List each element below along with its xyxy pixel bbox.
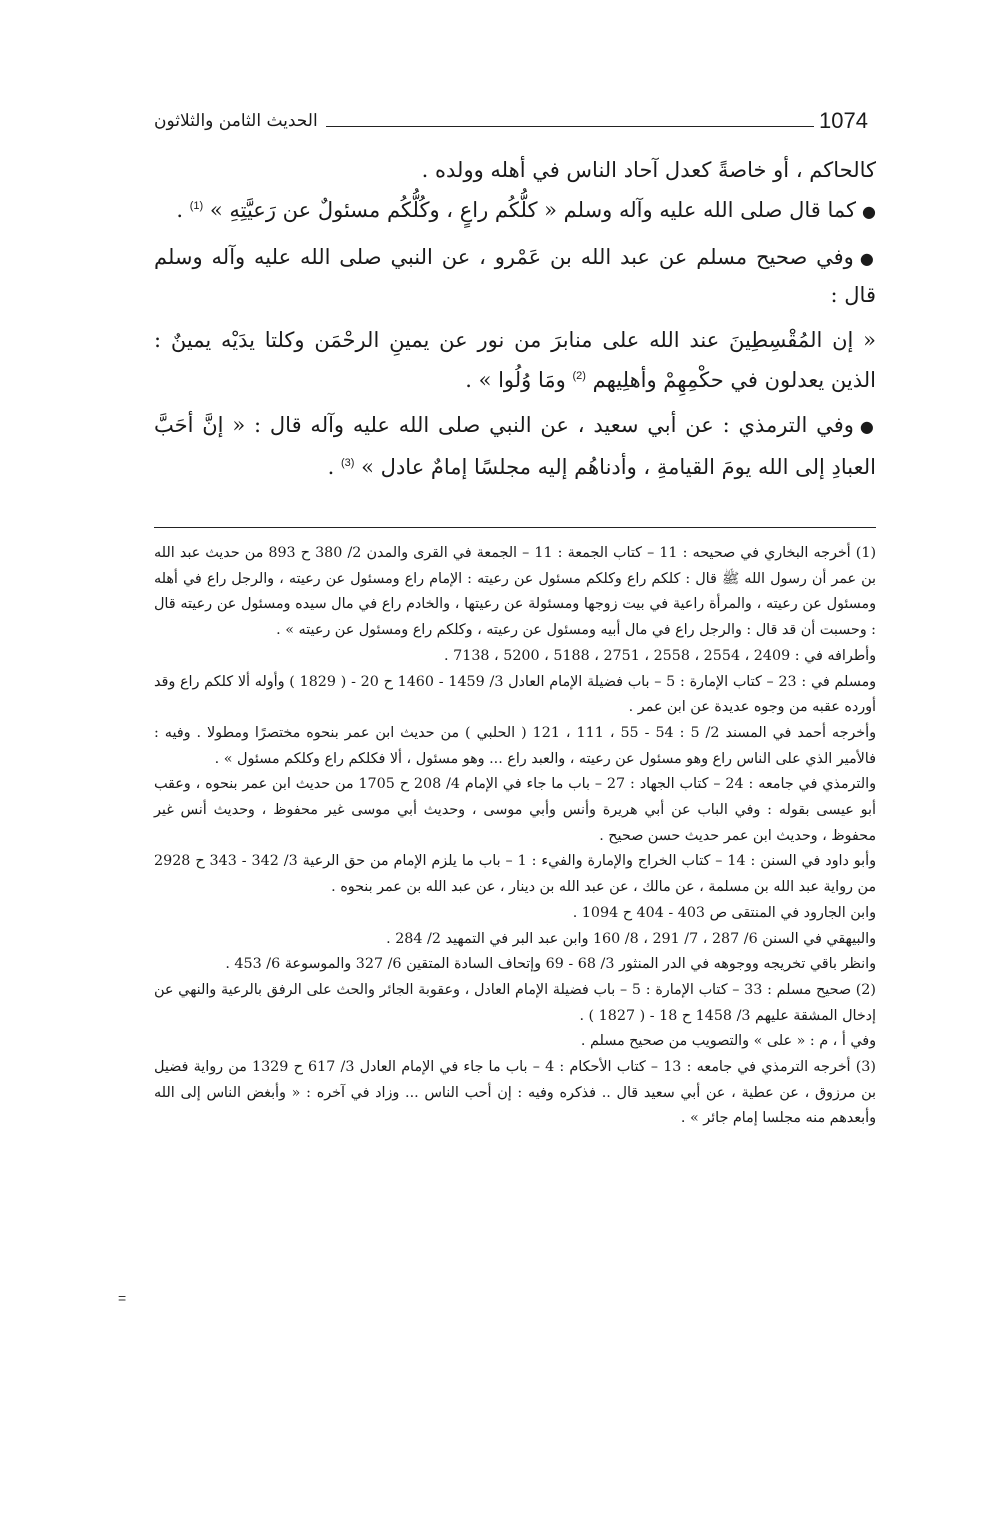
paragraph (154, 152, 876, 188)
page-header (154, 106, 876, 140)
footnote-ref[interactable]: (1) (189, 200, 204, 212)
paragraph (154, 239, 876, 313)
footnote: وأطرافه في : 2409 ، 2554 ، 2558 ، 2751 ، 5188 ، 5200 ، 7138 . (444, 647, 876, 664)
paragraph-text: وفي صحيح مسلم عن عبد الله بن عَمْرو ، عن النبي صلى الله عليه وآله وسلم قال : (154, 245, 876, 307)
footnote: وفي أ ، م : « على » والتصويب من صحيح مسلم . (580, 1033, 876, 1050)
bullet-icon: ● (862, 202, 876, 221)
footnote: وأبو داود في السنن : 14 – كتاب الخراج والإمارة والفيء : 1 – باب ما يلزم الإمام من حق الرعية 3/ 342 - 343 ح 2928 من رواية عبد الله بن مسلمة ، عن مالك ، عن عبد الله بن دينار ، عن عبد الله بن عمر بنحوه . (154, 853, 877, 896)
footnote-ref[interactable]: (3) (341, 457, 355, 469)
paragraph-text: كما قال صلى الله عليه وآله وسلم « كلُّكُم راعٍ ، وكُلُّكُم مسئولٌ عن رَعيَّتِهِ » (209, 198, 857, 222)
footnote-separator (154, 527, 876, 528)
paragraph (154, 188, 876, 230)
footnote: وأخرجه أحمد في المسند 2/ 5 : 54 - 55 ، 111 ، 121 ( الحلبي ) من حديث ابن عمر بنحوه مختصرًا ومطولا . وفيه : فالأمير الذي على الناس راع وهو مسئول عن رعيته ، والعبد راع ... وهو مسئول ، ألا فكلكم راع وكلكم مسئول » . (154, 724, 877, 767)
footnote-ref[interactable]: (2) (572, 370, 586, 382)
paragraph (154, 322, 876, 398)
footnote: (1) أخرجه البخاري في صحيحه : 11 – كتاب الجمعة : 11 – الجمعة في القرى والمدن 2/ 380 ح 893 من حديث عبد الله بن عمر أن رسول الله ﷺ قال : كلكم راع وكلكم مسئول عن رعيته : الإمام راع ومسئول عن رعيته ، والرجل راع في أهله ومسئول عن رعيته ، والمرأة راعية في بيت زوجها ومسئولة عن رعيتها ، والخادم راع في مال سيده ومسئول عن رعيته قال : وحسبت أن قد قال : والرجل راع في مال أبيه ومسئول عن رعيته ، وكلكم راع ومسئول عن رعيته » . (154, 545, 877, 639)
footnote: وابن الجارود في المنتقى ص 403 - 404 ح 1094 . (572, 904, 876, 921)
footnote: والبيهقي في السنن 6/ 287 ، 7/ 291 ، 8/ 160 وابن عبد البر في التمهيد 2/ 284 . (386, 930, 876, 947)
margin-mark: = (118, 1290, 127, 1306)
paragraph (154, 407, 876, 485)
footnotes (154, 541, 876, 1132)
running-title: الحديث الثامن والثلاثون (154, 111, 318, 131)
bullet-icon: ● (859, 417, 876, 436)
footnote: (2) صحيح مسلم : 33 – كتاب الإمارة : 5 – باب فضيلة الإمام العادل ، وعقوبة الجائر والحث على الرفق بالرعية والنهي عن إدخال المشقة عليهم 3/ 1458 ح 18 - ( 1827 ) . (154, 981, 876, 1024)
bullet-icon: ● (859, 249, 876, 268)
main-text (154, 152, 876, 485)
paragraph-text-end: . (327, 455, 341, 479)
footnote: والترمذي في جامعه : 24 – كتاب الجهاد : 27 – باب ما جاء في الإمام 4/ 208 ح 1705 من حديث ابن عمر بنحوه ، وعقب أبو عيسى بقوله : وفي الباب عن أبي هريرة وأنس وأبي موسى ، وحديث أبي موسى غير محفوظ ، وحديث أنس غير محفوظ ، وحديث ابن عمر حديث حسن صحيح . (154, 776, 876, 844)
paragraph-text: « إن المُقْسِطِينَ عند الله على منابرَ من نور عن يمينِ الرحْمَن وكلتا يدَيْه يمينٌ : الذين يعدلون في حكْمِهِمْ وأهلِيهم (154, 328, 876, 392)
header-rule (326, 126, 814, 127)
paragraph-text-end: ومَا وُلُوا » . (465, 368, 573, 392)
footnote: وانظر باقي تخريجه ووجوهه في الدر المنثور 3/ 68 - 69 وإتحاف السادة المتقين 6/ 327 والموسوعة 6/ 453 . (225, 956, 876, 973)
paragraph-text-end: . (176, 198, 190, 222)
paragraph-text: وفي الترمذي : عن أبي سعيد ، عن النبي صلى الله عليه وآله قال : « إنَّ أحَبَّ العبادِ إلى الله يومَ القيامةِ ، وأدناهُم إليه مجلسًا إمامٌ عادل » (154, 413, 876, 479)
footnote: (3) أخرجه الترمذي في جامعه : 13 – كتاب الأحكام : 4 – باب ما جاء في الإمام العادل 3/ 617 ح 1329 من رواية فضيل بن مرزوق ، عن عطية ، عن أبي سعيد قال .. فذكره وفيه : إن أحب الناس ... وزاد في آخره : « وأبغض الناس إلى الله وأبعدهم منه مجلسا إمام جائر » . (154, 1059, 876, 1127)
page-number: 1074 (819, 108, 868, 133)
paragraph-text: كالحاكم ، أو خاصةً كعدل آحاد الناس في أهله وولده . (421, 158, 876, 182)
footnote: ومسلم في : 23 – كتاب الإمارة : 5 – باب فضيلة الإمام العادل 3/ 1459 - 1460 ح 20 - ( 1829 ) وأوله ألا كلكم راع وقد أورده عقبه من وجوه عديدة عن ابن عمر . (154, 673, 877, 716)
